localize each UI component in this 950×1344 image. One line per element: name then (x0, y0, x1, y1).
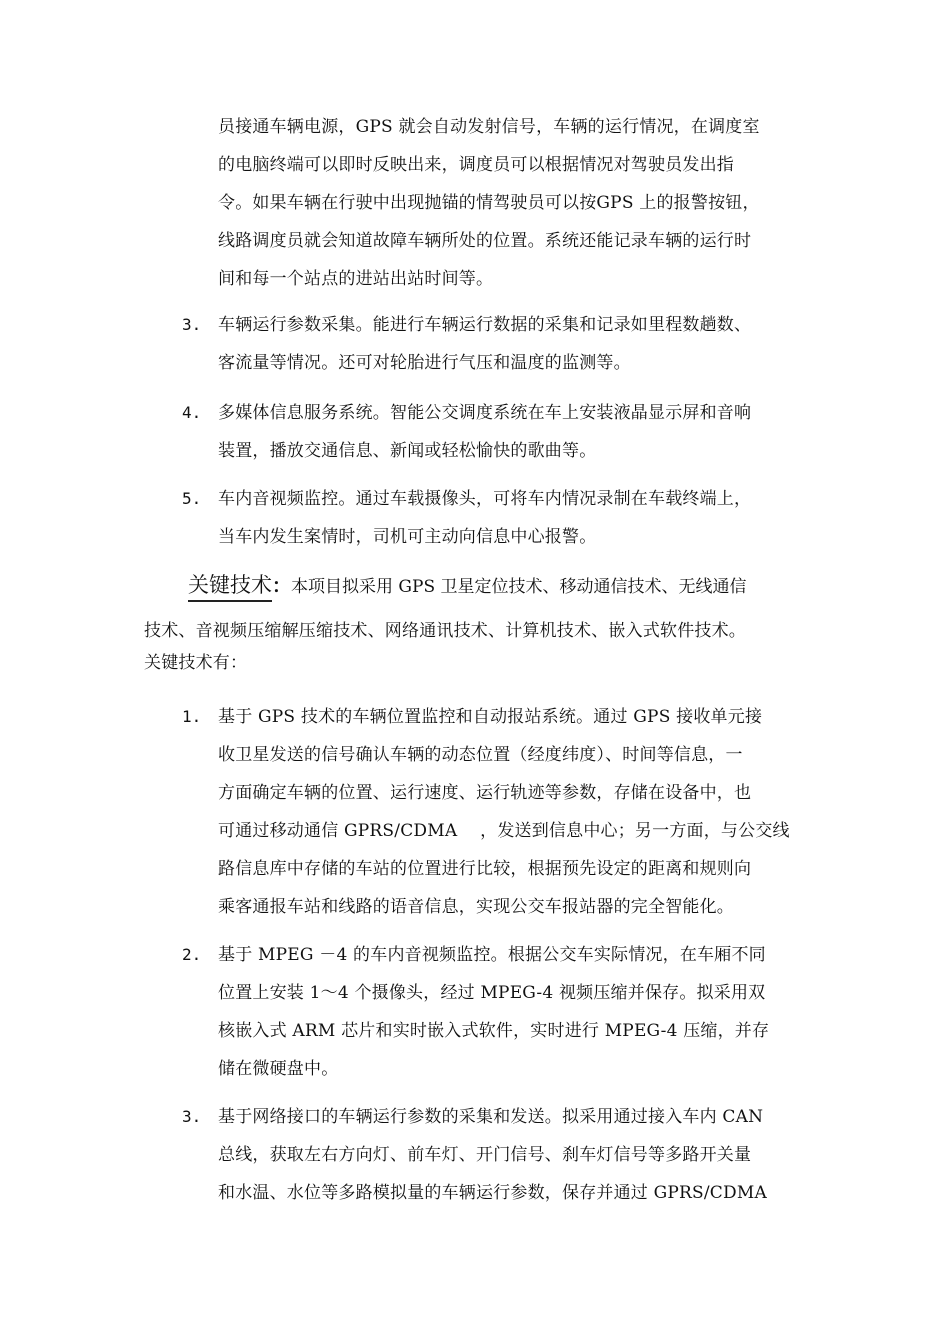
key-tech-paragraph (144, 612, 746, 682)
text-line: 线路调度员就会知道故障车辆所处的位置。系统还能记录车辆的运行时 (218, 231, 752, 251)
text-line: 员接通车辆电源，GPS 就会自动发射信号，车辆的运行情况，在调度室 (218, 117, 760, 137)
text-line: 的电脑终端可以即时反映出来，调度员可以根据情况对驾驶员发出指 (218, 155, 734, 175)
text-line: 当车内发生案情时，司机可主动向信息中心报警。 (218, 527, 597, 547)
list-item-text (218, 394, 751, 470)
text-line: 路信息库中存储的车站的位置进行比较，根据预先设定的距离和规则向 (218, 859, 752, 879)
text-line: 核嵌入式 ARM 芯片和实时嵌入式软件，实时进行 MPEG-4 压缩，并存 (218, 1021, 770, 1041)
text-line: 多媒体信息服务系统。智能公交调度系统在车上安装液晶显示屏和音响 (218, 403, 752, 423)
text-line: 位置上安装 1～4 个摄像头，经过 MPEG-4 视频压缩并保存。拟采用双 (218, 983, 766, 1003)
list-number: 2. (182, 945, 202, 964)
text-line: 可通过移动通信 GPRS/CDMA ，发送到信息中心；另一方面，与公交线 (218, 821, 790, 841)
text-line: 间和每一个站点的进站出站时间等。 (218, 269, 494, 289)
text-line: 储在微硬盘中。 (218, 1059, 339, 1079)
key-tech-heading-line (188, 566, 747, 606)
text-line: 技术、音视频压缩解压缩技术、网络通讯技术、计算机技术、嵌入式软件技术。 (144, 621, 746, 641)
text-line: 收卫星发送的信号确认车辆的动态位置（经度纬度）、时间等信息，一 (218, 745, 743, 765)
list-item-text (218, 480, 751, 556)
list-number: 1. (182, 707, 202, 726)
text-line: 装置，播放交通信息、新闻或轻松愉快的歌曲等。 (218, 441, 597, 461)
list-number: 3. (182, 315, 202, 334)
list-item-text (218, 1098, 767, 1212)
text-line: 关键技术有： (144, 653, 248, 673)
text-line: 总线，获取左右方向灯、前车灯、开门信号、刹车灯信号等多路开关量 (218, 1145, 752, 1165)
text-line: 车内音视频监控。通过车载摄像头，可将车内情况录制在车载终端上， (218, 489, 752, 509)
text-line: 乘客通报车站和线路的语音信息，实现公交车报站器的完全智能化。 (218, 897, 734, 917)
text-line: 和水温、水位等多路模拟量的车辆运行参数，保存并通过 GPRS/CDMA (218, 1183, 767, 1203)
list-number: 3. (182, 1107, 202, 1126)
list-item-text (218, 306, 751, 382)
text-line: 客流量等情况。还可对轮胎进行气压和温度的监测等。 (218, 353, 631, 373)
text-line: 令。如果车辆在行驶中出现抛锚的情驾驶员可以按GPS 上的报警按钮， (218, 193, 760, 213)
list-number: 4. (182, 403, 202, 422)
text-line: 车辆运行参数采集。能进行车辆运行数据的采集和记录如里程数趟数、 (218, 315, 752, 335)
heading-colon: ： (272, 575, 292, 597)
list-number: 5. (182, 489, 202, 508)
text-line: 基于 GPS 技术的车辆位置监控和自动报站系统。通过 GPS 接收单元接 (218, 707, 763, 727)
text-line: 本项目拟采用 GPS 卫星定位技术、移动通信技术、无线通信 (291, 577, 747, 597)
list-item-text (218, 698, 790, 926)
list-item-text (218, 936, 769, 1088)
text-line: 基于网络接口的车辆运行参数的采集和发送。拟采用通过接入车内 CAN (218, 1107, 764, 1127)
intro-paragraph (218, 108, 760, 298)
text-line: 方面确定车辆的位置、运行速度、运行轨迹等参数，存储在设备中，也 (218, 783, 752, 803)
text-line: 基于 MPEG －4 的车内音视频监控。根据公交车实际情况，在车厢不同 (218, 945, 766, 965)
section-heading: 关键技术 (188, 571, 272, 602)
